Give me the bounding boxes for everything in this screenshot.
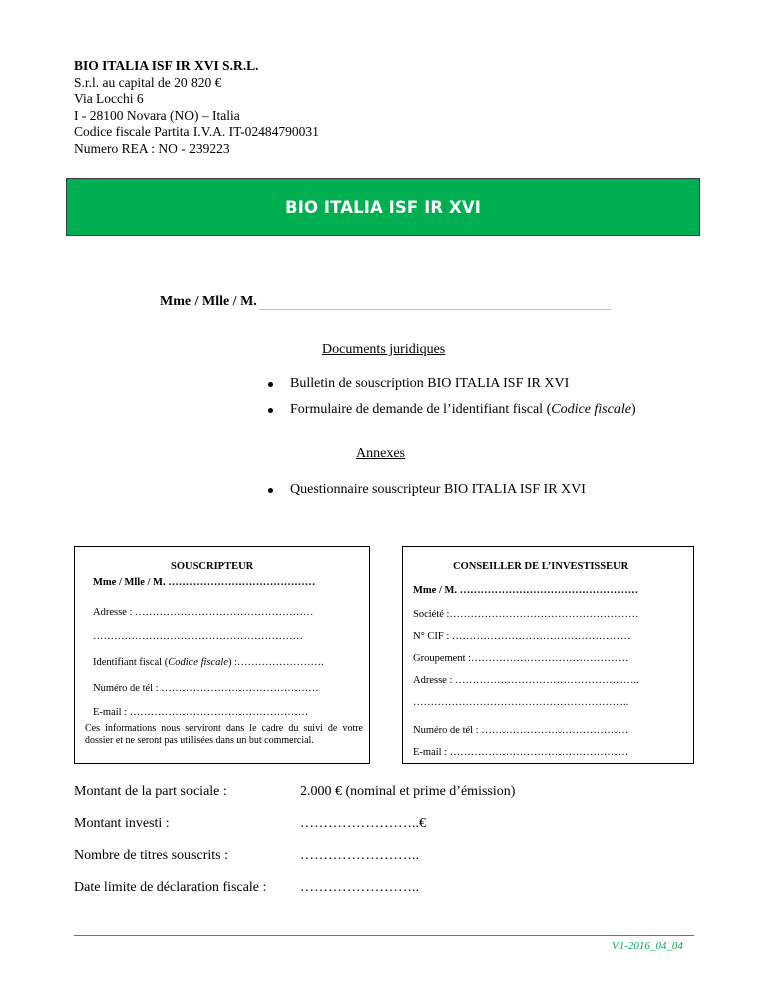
advisor-address-field[interactable]: Adresse : …………………………………………….. [413,675,639,686]
summary-value: 2.000 € (nominal et prime d’émission) [300,784,516,799]
company-city: I - 28100 Novara (NO) – Italia [74,107,240,123]
company-rea: Numero REA : NO - 239223 [74,140,230,156]
civility-label: Mme / Mlle / M. [160,294,257,309]
annexes-title: Annexes [356,446,405,461]
advisor-company-field[interactable]: Société :……………………………………………… [413,609,639,620]
version-label: V1-2016_04_04 [612,940,683,952]
summary-label: Date limite de déclaration fiscale : [74,880,267,895]
subscriber-email-field[interactable]: E-mail : …………………………………………… [93,707,309,718]
summary-value[interactable]: …………………….. [300,848,419,863]
privacy-note: Ces informations nous serviront dans le cadre du suivi de votre dossier et ne seront pas utilisées dans un but commercial. [85,723,363,746]
summary-value[interactable]: …………………….. [300,880,419,895]
subscriber-box [74,546,370,764]
title-banner [66,178,700,236]
annexes-item-text: Questionnaire souscripteur BIO ITALIA ISF IR XVI [290,482,586,497]
bullet-icon [268,382,273,387]
summary-label: Montant investi : [74,816,170,831]
advisor-civility-field[interactable]: Mme / M. …………………………………………… [413,585,639,596]
subscriber-title: SOUSCRIPTEUR [171,561,254,572]
subscriber-address-field-2[interactable]: …………………………………………………… [93,631,303,642]
documents-item-text: Bulletin de souscription BIO ITALIA ISF IR XVI [290,376,570,391]
documents-item-text: Formulaire de demande de l’identifiant fiscal ( [290,402,552,417]
banner-title: BIO ITALIA ISF IR XVI [285,197,481,217]
company-capital: S.r.l. au capital de 20 820 € [74,74,222,90]
advisor-email-field[interactable]: E-mail : …………………………………………… [413,747,629,758]
advisor-cif-field[interactable]: N° CIF : …………………………………………… [413,631,631,642]
advisor-title: CONSEILLER DE L’INVESTISSEUR [453,561,629,572]
subscriber-fiscal-field[interactable] [93,657,324,668]
fiscal-label-suffix: ) :……………………. [228,657,324,668]
bullet-icon [268,408,273,413]
fiscal-label-prefix: Identifiant fiscal ( [93,657,169,668]
company-fiscal-code: Codice fiscale Partita I.V.A. IT-02484790031 [74,124,319,139]
advisor-box [402,546,694,764]
fiscal-label-italic: Codice fiscale [168,657,228,668]
advisor-group-field[interactable]: Groupement :……………………………………… [413,653,629,664]
documents-item-italic: Codice fiscale [551,402,631,417]
subscriber-phone-field[interactable]: Numéro de tél : ……………………………………… [93,683,319,694]
advisor-address-field-2[interactable]: …………………………………………………….. [413,697,629,708]
advisor-phone-field[interactable]: Numéro de tél : …………………………………… [413,725,629,736]
summary-value[interactable]: ……………………..€ [300,816,426,831]
company-street: Via Locchi 6 [74,91,144,106]
summary-label: Nombre de titres souscrits : [74,848,228,863]
footer-divider [74,935,694,936]
summary-label: Montant de la part sociale : [74,784,227,799]
subscriber-civility-field[interactable]: Mme / Mlle / M. …………………………………… [93,577,316,588]
documents-title: Documents juridiques [322,342,446,357]
bullet-icon [268,488,273,493]
documents-item-suffix: ) [630,402,636,417]
civility-underline [259,309,611,310]
subscriber-address-field[interactable]: Adresse : …………………………………………… [93,607,314,618]
company-header [74,58,319,157]
company-name: BIO ITALIA ISF IR XVI S.R.L. [74,58,259,73]
